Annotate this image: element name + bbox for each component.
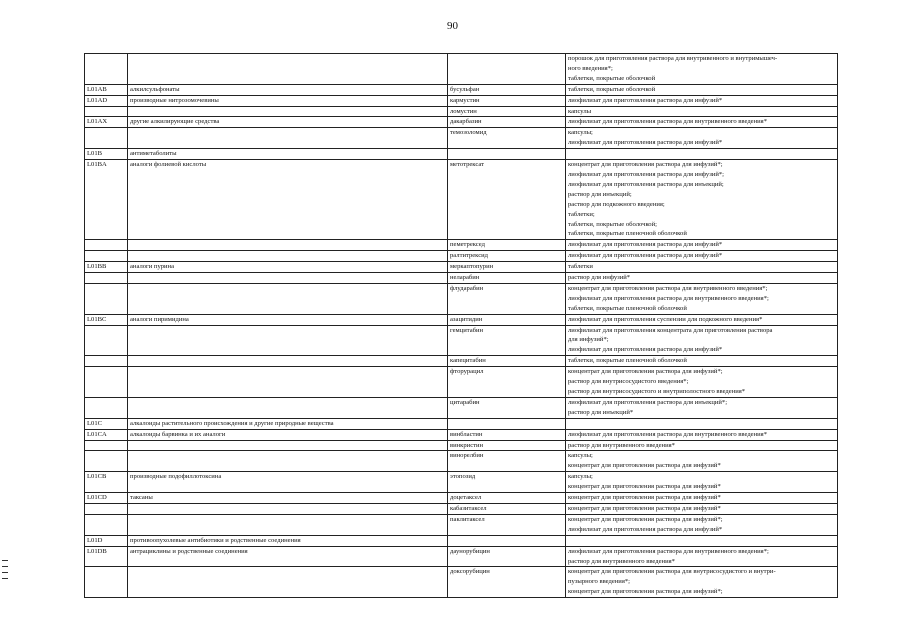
pharmacologic-group-cell [128, 106, 448, 117]
table-row [85, 95, 838, 106]
dosage-form-line: лиофилизат для приготовления раствора для инъекций; [568, 180, 724, 188]
atc-code-cell: L01BC [85, 314, 128, 325]
dosage-form-cell [566, 535, 838, 546]
pharmacologic-group-cell [128, 451, 448, 472]
dosage-form-cell [566, 440, 838, 451]
pharmacologic-group-cell: производные подофиллотоксина [128, 472, 448, 493]
drug-name-cell: цитарабин [448, 397, 566, 418]
pharmacologic-group-cell [128, 440, 448, 451]
drug-name-cell [448, 418, 566, 429]
dosage-form-cell [566, 472, 838, 493]
table-row [85, 367, 838, 398]
drug-name-cell: азацитидин [448, 314, 566, 325]
dosage-form-line: капсулы [568, 107, 592, 115]
drug-name-cell [448, 54, 566, 85]
table-row [85, 546, 838, 567]
dosage-form-cell [566, 95, 838, 106]
dosage-form-cell [566, 567, 838, 598]
dosage-form-line [568, 536, 835, 546]
drug-name-cell: метотрексат [448, 160, 566, 240]
dosage-form-line: раствор для внутрисосудистого и внутриполостного введения* [568, 388, 746, 395]
atc-code-cell: L01D [85, 535, 128, 546]
atc-code-cell: L01CD [85, 493, 128, 504]
drug-name-cell: ралтитрексид [448, 251, 566, 262]
drug-name-cell [448, 149, 566, 160]
drug-name-cell: гемцитабин [448, 325, 566, 356]
dosage-form-line: для инфузий*; [568, 336, 609, 344]
drug-name-cell: меркаптопурин [448, 262, 566, 273]
pharmacologic-group-cell: алкалоиды растительного происхождения и другие природные вещества [128, 418, 448, 429]
dosage-form-line: таблетки, покрытые оболочкой [568, 74, 656, 82]
dosage-form-cell [566, 429, 838, 440]
table-row [85, 106, 838, 117]
dosage-form-cell [566, 160, 838, 240]
atc-code-cell [85, 356, 128, 367]
drug-name-cell: ломустин [448, 106, 566, 117]
dosage-form-line: концентрат для приготовления раствора для инфузий* [568, 483, 721, 491]
dosage-form-line: лиофилизат для приготовления концентрата для приготовления раствора [568, 326, 773, 334]
pharmacologic-group-cell [128, 356, 448, 367]
dosage-form-line: раствор для инфузий* [568, 274, 631, 282]
pharmacologic-group-cell [128, 128, 448, 149]
margin-tick [2, 578, 8, 579]
dosage-form-line: концентрат для приготовления раствора для инфузий* [568, 494, 721, 502]
atc-code-cell: L01C [85, 418, 128, 429]
drug-name-cell: доцетаксел [448, 493, 566, 504]
margin-tick [2, 560, 8, 561]
atc-code-cell: L01B [85, 149, 128, 160]
dosage-form-line: таблетки, покрытые пленочной оболочкой [568, 357, 687, 365]
dosage-form-line: таблетки, покрытые оболочкой; [568, 220, 657, 228]
pharmacologic-group-cell [128, 251, 448, 262]
pharmacologic-group-cell: аналоги пиримидина [128, 314, 448, 325]
dosage-form-cell [566, 84, 838, 95]
dosage-form-cell [566, 149, 838, 160]
dosage-form-line: лиофилизат для приготовления раствора для внутривенного введения*; [568, 294, 769, 302]
table-row [85, 567, 838, 598]
dosage-form-line: капсулы; [568, 129, 593, 137]
dosage-form-line: таблетки [568, 263, 593, 271]
pharmacologic-group-cell: таксаны [128, 493, 448, 504]
dosage-form-line: таблетки, покрытые пленочной оболочкой [568, 304, 687, 312]
dosage-form-line: капсулы; [568, 452, 593, 460]
dosage-form-line: раствор для подкожного введения; [568, 200, 665, 208]
drug-table [84, 53, 838, 598]
drug-name-cell: паклитаксел [448, 514, 566, 535]
table-row [85, 128, 838, 149]
dosage-form-cell [566, 273, 838, 284]
dosage-form-cell [566, 514, 838, 535]
table-row [85, 84, 838, 95]
atc-code-cell: L01BA [85, 160, 128, 240]
dosage-form-cell [566, 356, 838, 367]
atc-code-cell [85, 283, 128, 314]
atc-code-cell [85, 54, 128, 85]
dosage-form-line: концентрат для приготовления раствора для инфузий* [568, 504, 721, 512]
drug-name-cell: винорелбин [448, 451, 566, 472]
table-row [85, 514, 838, 535]
atc-code-cell [85, 503, 128, 514]
dosage-form-line: концентрат для приготовления раствора для внутрисосудистого и внутри- [568, 568, 776, 576]
dosage-form-line: раствор для внутрисосудистого введения*; [568, 378, 689, 386]
table-row [85, 503, 838, 514]
pharmacologic-group-cell: антиметаболиты [128, 149, 448, 160]
dosage-form-cell [566, 503, 838, 514]
drug-name-cell: фторурацил [448, 367, 566, 398]
dosage-form-line: лиофилизат для приготовления раствора для внутривенного введения* [568, 430, 767, 438]
dosage-form-cell [566, 262, 838, 273]
table-row [85, 535, 838, 546]
dosage-form-line: лиофилизат для приготовления раствора для инфузий* [568, 241, 723, 249]
dosage-form-line: таблетки, покрытые оболочкой [568, 85, 656, 93]
table-row [85, 440, 838, 451]
table-row [85, 283, 838, 314]
dosage-form-line: лиофилизат для приготовления раствора для внутривенного введения*; [568, 547, 769, 555]
dosage-form-line: концентрат для приготовления раствора для инфузий*; [568, 368, 723, 376]
dosage-form-line: лиофилизат для приготовления раствора для инфузий* [568, 346, 723, 354]
drug-name-cell: темозоломид [448, 128, 566, 149]
dosage-form-cell [566, 397, 838, 418]
pharmacologic-group-cell: аналоги фолиевой кислоты [128, 160, 448, 240]
atc-code-cell [85, 567, 128, 598]
atc-code-cell [85, 451, 128, 472]
dosage-form-line: концентрат для приготовления раствора для инфузий* [568, 462, 721, 470]
drug-name-cell: этопозид [448, 472, 566, 493]
drug-name-cell [448, 535, 566, 546]
pharmacologic-group-cell: алкилсульфонаты [128, 84, 448, 95]
atc-code-cell: L01BB [85, 262, 128, 273]
pharmacologic-group-cell [128, 273, 448, 284]
atc-code-cell [85, 106, 128, 117]
dosage-form-line: капсулы; [568, 473, 593, 481]
pharmacologic-group-cell: противоопухолевые антибиотики и родственные соединения [128, 535, 448, 546]
dosage-form-cell [566, 117, 838, 128]
table-row [85, 54, 838, 85]
dosage-form-cell [566, 106, 838, 117]
drug-name-cell: винбластин [448, 429, 566, 440]
pharmacologic-group-cell: другие алкилирующие средства [128, 117, 448, 128]
atc-code-cell: L01CA [85, 429, 128, 440]
dosage-form-line: лиофилизат для приготовления раствора для внутривенного введения* [568, 118, 767, 126]
pharmacologic-group-cell: алкалоиды барвинка и их аналоги [128, 429, 448, 440]
dosage-form-cell [566, 451, 838, 472]
table-row [85, 356, 838, 367]
table-row [85, 240, 838, 251]
pharmacologic-group-cell: производные нитрозомочевины [128, 95, 448, 106]
atc-code-cell: L01DB [85, 546, 128, 567]
dosage-form-line: таблетки; [568, 210, 595, 218]
atc-code-cell: L01AD [85, 95, 128, 106]
dosage-form-line: лиофилизат для приготовления раствора для инъекций*; [568, 398, 728, 406]
drug-name-cell: винкристин [448, 440, 566, 451]
table-row [85, 160, 838, 240]
dosage-form-line: раствор для инъекций* [568, 408, 634, 416]
dosage-form-line: лиофилизат для приготовления суспензии для подкожного введения* [568, 315, 763, 323]
dosage-form-line: концентрат для приготовления раствора для инфузий*; [568, 161, 723, 169]
dosage-form-cell [566, 493, 838, 504]
dosage-form-line [568, 419, 835, 429]
margin-ticks [2, 560, 8, 584]
drug-name-cell: пеметрексед [448, 240, 566, 251]
dosage-form-line: лиофилизат для приготовления раствора для инфузий*; [568, 170, 724, 178]
pharmacologic-group-cell: антрациклины и родственные соединения [128, 546, 448, 567]
dosage-form-cell [566, 546, 838, 567]
table-body [85, 54, 838, 598]
table-row [85, 418, 838, 429]
pharmacologic-group-cell [128, 240, 448, 251]
pharmacologic-group-cell [128, 514, 448, 535]
pharmacologic-group-cell: аналоги пурина [128, 262, 448, 273]
margin-tick [2, 572, 8, 573]
table-row [85, 325, 838, 356]
dosage-form-line: раствор для внутривенного введения* [568, 557, 675, 565]
dosage-form-line: раствор для внутривенного введения* [568, 441, 675, 449]
drug-name-cell: бусульфан [448, 84, 566, 95]
dosage-form-cell [566, 367, 838, 398]
atc-code-cell [85, 273, 128, 284]
pharmacologic-group-cell [128, 325, 448, 356]
table-row [85, 273, 838, 284]
atc-code-cell [85, 240, 128, 251]
dosage-form-cell [566, 54, 838, 85]
drug-name-cell: флударабин [448, 283, 566, 314]
drug-name-cell: даунорубицин [448, 546, 566, 567]
drug-name-cell: неларабин [448, 273, 566, 284]
dosage-form-cell [566, 325, 838, 356]
margin-tick [2, 566, 8, 567]
dosage-form-line: таблетки, покрытые пленочной оболочкой [568, 230, 687, 238]
dosage-form-line: лиофилизат для приготовления раствора для инфузий* [568, 525, 723, 533]
dosage-form-line: концентрат для приготовления раствора для инфузий*; [568, 588, 723, 596]
atc-code-cell [85, 367, 128, 398]
dosage-form-line: пузырного введения*; [568, 578, 630, 586]
dosage-form-line: лиофилизат для приготовления раствора для инфузий* [568, 96, 723, 104]
table-row [85, 251, 838, 262]
table-row [85, 429, 838, 440]
atc-code-cell [85, 397, 128, 418]
dosage-form-cell [566, 240, 838, 251]
dosage-form-line: концентрат для приготовления раствора для инфузий*; [568, 515, 723, 523]
atc-code-cell [85, 128, 128, 149]
table-row [85, 149, 838, 160]
atc-code-cell [85, 440, 128, 451]
pharmacologic-group-cell [128, 283, 448, 314]
drug-name-cell: капецитабин [448, 356, 566, 367]
dosage-form-cell [566, 251, 838, 262]
atc-code-cell [85, 251, 128, 262]
atc-code-cell: L01AB [85, 84, 128, 95]
table-row [85, 314, 838, 325]
dosage-form-cell [566, 314, 838, 325]
table-row [85, 451, 838, 472]
drug-name-cell: кабазитаксел [448, 503, 566, 514]
pharmacologic-group-cell [128, 503, 448, 514]
page-number: 90 [447, 20, 458, 32]
drug-name-cell: кармустин [448, 95, 566, 106]
table-row [85, 117, 838, 128]
atc-code-cell [85, 514, 128, 535]
table-row [85, 493, 838, 504]
atc-code-cell: L01CB [85, 472, 128, 493]
dosage-form-line: концентрат для приготовления раствора для внутривенного введения*; [568, 284, 768, 292]
dosage-form-line: ного введения*; [568, 64, 613, 72]
dosage-form-line: порошок для приготовления раствора для внутривенного и внутримышеч- [568, 55, 778, 62]
dosage-form-cell [566, 418, 838, 429]
dosage-form-line: раствор для инъекций; [568, 190, 632, 198]
dosage-form-line [568, 149, 835, 159]
dosage-form-cell [566, 128, 838, 149]
dosage-form-line: лиофилизат для приготовления раствора для инфузий* [568, 139, 723, 147]
atc-code-cell: L01AX [85, 117, 128, 128]
pharmacologic-group-cell [128, 567, 448, 598]
atc-code-cell [85, 325, 128, 356]
table-row [85, 472, 838, 493]
drug-name-cell: дакарбазин [448, 117, 566, 128]
pharmacologic-group-cell [128, 54, 448, 85]
pharmacologic-group-cell [128, 367, 448, 398]
dosage-form-cell [566, 283, 838, 314]
table-row [85, 262, 838, 273]
dosage-form-line: лиофилизат для приготовления раствора для инфузий* [568, 252, 723, 260]
pharmacologic-group-cell [128, 397, 448, 418]
table-row [85, 397, 838, 418]
drug-name-cell: доксорубицин [448, 567, 566, 598]
